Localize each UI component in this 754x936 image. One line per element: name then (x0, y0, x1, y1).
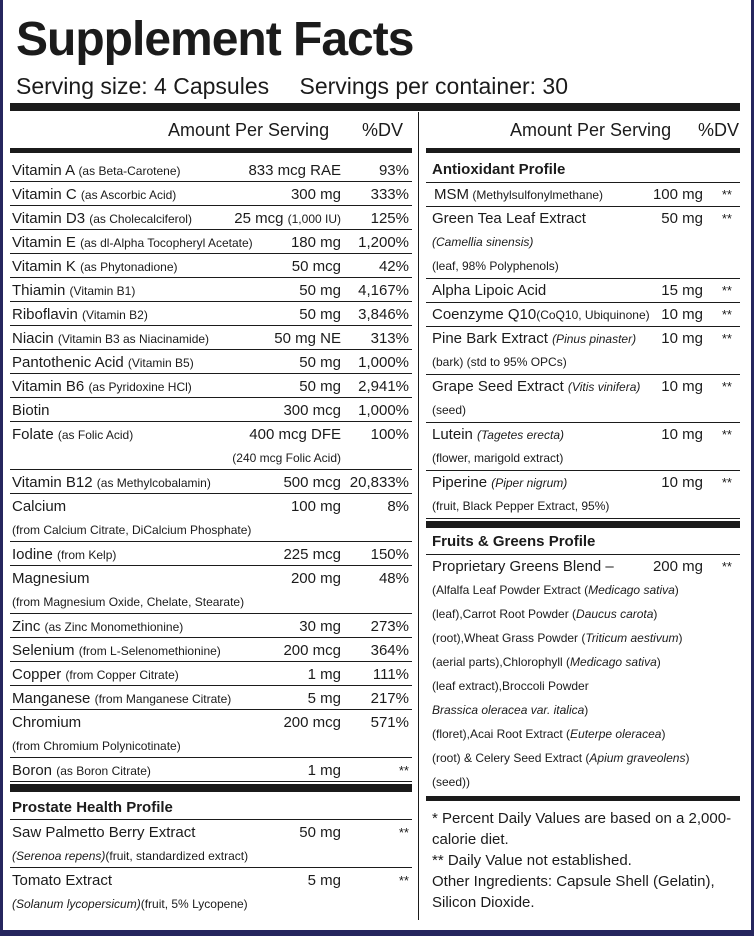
latin-name: (Tagetes erecta) (477, 428, 564, 442)
nutrient-name-text: Copper (12, 666, 62, 683)
greens-blend-row (426, 557, 740, 797)
nutrient-name (12, 281, 135, 301)
nutrient-name-text: Magnesium (12, 570, 90, 587)
antioxidant-row (426, 303, 740, 327)
nutrient-amount (274, 329, 341, 349)
nutrient-dv: ** (721, 427, 732, 442)
amount-value: 200 mcg (283, 714, 341, 731)
nutrient-amount (291, 569, 341, 589)
amount-value: 400 mcg DFE (249, 426, 341, 443)
amount-header: Amount Per Serving (168, 120, 330, 140)
nutrient-dv: 8% (387, 498, 409, 515)
dv-header: %DV (698, 120, 740, 140)
latin-name: Brassica oleracea var. italica (432, 703, 585, 717)
nutrient-amount: 10 mg (661, 330, 703, 347)
nutrient-name (432, 377, 640, 397)
nutrient-name-text: Coenzyme Q10 (432, 306, 537, 323)
nutrient-name-text: Tomato Extract (12, 872, 113, 889)
nutrient-amount (291, 233, 341, 253)
nutrient-dv: ** (721, 475, 732, 490)
blend-ingredient-line: Brassica oleracea var. italica) (432, 703, 589, 717)
nutrient-amount: 10 mg (661, 474, 703, 491)
nutrient-source: (as Folic Acid) (57, 428, 134, 442)
nutrient-amount: 50 mg (299, 824, 341, 841)
amount-value: 1 mg (307, 666, 341, 683)
latin-name: (Pinus pinaster) (552, 332, 637, 346)
prostate-row (10, 820, 412, 868)
nutrient-name-text: Thiamin (12, 282, 66, 299)
nutrient-dv: 571% (370, 714, 409, 731)
nutrient-dv: 1,000% (358, 354, 409, 371)
nutrient-row (10, 230, 412, 254)
nutrient-name (12, 617, 183, 637)
nutrient-name-text: Iodine (12, 546, 53, 563)
nutrient-source: (from Kelp) (57, 548, 117, 562)
nutrient-source: (as Beta-Carotene) (78, 164, 181, 178)
nutrient-name (12, 713, 81, 733)
nutrient-amount (291, 185, 341, 205)
nutrient-source: (Vitamin B3 as Niacinamide) (57, 332, 210, 346)
nutrient-name (12, 209, 192, 229)
nutrient-name (12, 425, 133, 445)
nutrient-name-text: Vitamin E (12, 234, 76, 251)
amount-value: 30 mg (299, 618, 341, 635)
nutrient-row (10, 206, 412, 230)
nutrient-dv: 3,846% (358, 306, 409, 323)
nutrient-name (12, 161, 180, 181)
nutrient-source: (Vitamin B5) (127, 356, 194, 370)
nutrient-name (12, 665, 179, 685)
nutrient-amount (283, 401, 341, 421)
amount-value: 50 mg NE (274, 330, 341, 347)
nutrient-amount (299, 617, 341, 637)
nutrient-row (10, 566, 412, 614)
nutrient-amount (299, 281, 341, 301)
nutrient-row (10, 350, 412, 374)
panel-title: Supplement Facts (16, 13, 414, 66)
nutrient-name-text: Vitamin D3 (12, 210, 86, 227)
nutrient-dv: ** (721, 331, 732, 346)
blend-ingredient-line: (floret),Acai Root Extract (Euterpe oleracea) (432, 727, 666, 741)
nutrient-amount (299, 305, 341, 325)
nutrient-row (10, 686, 412, 710)
nutrient-dv: 4,167% (358, 282, 409, 299)
nutrient-dv: 125% (370, 210, 409, 227)
nutrient-name (12, 305, 148, 325)
amount-value: 50 mg (299, 378, 341, 395)
nutrient-name-text: Calcium (12, 498, 67, 515)
nutrient-source: (as Boron Citrate) (56, 764, 151, 778)
nutrient-name (12, 329, 209, 349)
nutrient-row (10, 254, 412, 278)
amount-value: 50 mg (299, 354, 341, 371)
nutrient-subnote: (Solanum lycopersicum)(fruit, 5% Lycopene) (12, 897, 248, 911)
latin-name: (Camellia sinensis) (432, 235, 534, 249)
nutrient-source: (as Zinc Monomethionine) (44, 620, 184, 634)
nutrient-subnote: (from Chromium Polynicotinate) (12, 739, 181, 753)
nutrient-name-text: Chromium (12, 714, 82, 731)
nutrient-name (432, 305, 650, 325)
nutrient-name-text: Lutein (432, 426, 473, 443)
nutrient-row (10, 278, 412, 302)
amount-value: 300 mg (290, 186, 341, 203)
nutrient-name (12, 569, 90, 589)
antioxidant-row (426, 279, 740, 303)
nutrient-dv: 111% (372, 666, 409, 683)
amount-value: 200 mcg (283, 642, 341, 659)
nutrient-dv: ** (721, 379, 732, 394)
blend-ingredient-line: (Alfalfa Leaf Powder Extract (Medicago sativa) (432, 583, 679, 597)
nutrient-dv: ** (398, 825, 409, 840)
nutrient-name-text: Zinc (12, 618, 41, 635)
nutrient-name (12, 689, 231, 709)
nutrient-row (10, 422, 412, 470)
nutrient-name (12, 401, 50, 421)
nutrient-dv: 150% (370, 546, 409, 563)
nutrient-name-text: Pine Bark Extract (432, 330, 548, 347)
amount-value: 1 mg (307, 762, 341, 779)
nutrient-name-text: Selenium (12, 642, 75, 659)
prostate-row (10, 868, 412, 916)
nutrient-name-text: Riboflavin (12, 306, 78, 323)
nutrient-dv: 1,000% (358, 402, 409, 419)
nutrient-subnote: (from Calcium Citrate, DiCalcium Phosphate) (12, 523, 252, 537)
nutrient-source: (from Manganese Citrate) (94, 692, 232, 706)
amount-value: 25 mcg (234, 210, 284, 227)
nutrient-amount (299, 353, 341, 373)
nutrient-name (12, 641, 221, 661)
nutrient-source: (as Ascorbic Acid) (80, 188, 177, 202)
nutrient-source: (Methylsulfonylmethane) (469, 188, 604, 202)
amount-value: 225 mcg (283, 546, 341, 563)
nutrient-row (10, 302, 412, 326)
nutrient-name (12, 823, 195, 843)
latin-name: (Vitis vinifera) (567, 380, 641, 394)
amount-value: 833 mcg RAE (248, 162, 341, 179)
servings-per-container: Servings per container: 30 (299, 73, 569, 99)
nutrient-name-text: Niacin (12, 330, 54, 347)
latin-name: Daucus carota (576, 607, 654, 621)
nutrient-row (10, 662, 412, 686)
nutrient-row (10, 398, 412, 422)
section-underline (426, 554, 740, 555)
amount-header: Amount Per Serving (510, 120, 672, 140)
nutrient-dv: 20,833% (349, 474, 409, 491)
dv-footnote: * Percent Daily Values are based on a 2,000-calorie diet. (432, 810, 732, 848)
nutrient-row (10, 374, 412, 398)
nutrient-subnote: (bark) (std to 95% OPCs) (432, 355, 567, 369)
nutrient-subnote: (leaf, 98% Polyphenols) (432, 259, 559, 273)
blend-ingredient-line: (leaf extract),Broccoli Powder (432, 679, 589, 693)
nutrient-dv: 42% (378, 258, 409, 275)
column-divider (418, 112, 419, 920)
amount-value: 300 mcg (283, 402, 341, 419)
nutrient-amount (308, 665, 341, 685)
left-header-rule (10, 148, 412, 153)
top-rule (10, 103, 740, 111)
nutrient-source: (as dl-Alpha Tocopheryl Acetate) (80, 236, 253, 250)
not-established-footnote: ** Daily Value not established. (432, 852, 632, 869)
latin-name: Euterpe oleracea (570, 727, 662, 741)
nutrient-name-text: Piperine (432, 474, 488, 491)
nutrient-row (10, 638, 412, 662)
nutrient-subnote: (Serenoa repens)(fruit, standardized extract) (12, 849, 249, 863)
serving-size: Serving size: 4 Capsules (16, 73, 270, 99)
nutrient-subnote: (seed) (432, 403, 467, 417)
nutrient-source: (CoQ10, Ubiquinone) (536, 308, 650, 322)
nutrient-name-text: Vitamin A (12, 162, 75, 179)
nutrient-dv: 217% (370, 690, 409, 707)
amount-value: 50 mg (299, 282, 341, 299)
nutrient-amount (283, 641, 341, 661)
blend-ingredient-line: (root),Wheat Grass Powder (Triticum aestivum) (432, 631, 683, 645)
dv-header: %DV (362, 120, 404, 140)
nutrient-name-text: Vitamin C (12, 186, 77, 203)
nutrient-amount (283, 545, 341, 565)
nutrient-name (12, 185, 176, 205)
other-ingredients: Other Ingredients: Capsule Shell (Gelatin), Silicon Dioxide. (432, 873, 715, 911)
amount-value: 180 mg (290, 234, 341, 251)
nutrient-row (10, 470, 412, 494)
latin-name: (Piper nigrum) (491, 476, 568, 490)
nutrient-name-text: Saw Palmetto Berry Extract (12, 824, 196, 841)
latin-name: Apium graveolens (589, 751, 686, 765)
antioxidant-row (426, 327, 740, 375)
footnotes (432, 808, 748, 913)
blend-ingredient-line: (aerial parts),Chlorophyll (Medicago sativa) (432, 655, 661, 669)
nutrient-name (12, 871, 112, 891)
nutrient-dv: 364% (370, 642, 409, 659)
nutrient-row (10, 326, 412, 350)
blend-ingredient-line: (seed)) (432, 775, 471, 789)
nutrient-dv: ** (398, 763, 409, 778)
section-rule (10, 784, 412, 792)
nutrient-name (12, 497, 66, 517)
nutrient-amount (299, 377, 341, 397)
nutrient-row (10, 158, 412, 182)
blend-dv: ** (721, 559, 732, 574)
nutrient-dv: ** (721, 187, 732, 202)
nutrient-name-text: Manganese (12, 690, 91, 707)
nutrient-dv: 48% (378, 570, 409, 587)
nutrient-name (12, 761, 151, 781)
nutrient-name-text: Pantothenic Acid (12, 354, 124, 371)
nutrient-amount (283, 713, 341, 733)
nutrient-amount (291, 497, 341, 517)
fruits-greens-header: Fruits & Greens Profile (432, 533, 596, 550)
antioxidant-row (426, 183, 740, 207)
nutrient-subnote: (240 mcg Folic Acid) (232, 451, 341, 465)
nutrient-dv: 93% (378, 162, 409, 179)
nutrient-source: (as Pyridoxine HCl) (88, 380, 192, 394)
nutrient-row (10, 758, 412, 782)
nutrient-amount (249, 425, 341, 445)
nutrient-row (10, 614, 412, 638)
nutrient-source: (as Methylcobalamin) (96, 476, 211, 490)
nutrient-name (12, 473, 211, 493)
nutrient-name (12, 257, 178, 277)
blend-amount: 200 mg (652, 558, 703, 575)
nutrient-name (432, 425, 564, 445)
serving-info (16, 72, 568, 100)
nutrient-name (432, 473, 567, 493)
nutrient-name-text: MSM (434, 186, 469, 203)
nutrient-name (12, 377, 192, 397)
nutrient-source: (as Cholecalciferol) (89, 212, 192, 226)
nutrient-name (12, 353, 194, 373)
nutrient-source: (from Copper Citrate) (65, 668, 179, 682)
nutrient-dv: 100% (370, 426, 409, 443)
nutrient-source: (from L-Selenomethionine) (78, 644, 221, 658)
nutrient-row (10, 494, 412, 542)
nutrient-amount (234, 209, 341, 229)
nutrient-row (10, 710, 412, 758)
nutrient-name-text: Vitamin B12 (12, 474, 93, 491)
nutrient-name-text: Vitamin B6 (12, 378, 85, 395)
nutrient-name-text: Vitamin K (12, 258, 76, 275)
amount-value: 200 mg (290, 570, 341, 587)
latin-name: (Solanum lycopersicum) (12, 897, 141, 911)
nutrient-name-text: Boron (12, 762, 53, 779)
nutrient-subnote: (from Magnesium Oxide, Chelate, Stearate) (12, 595, 245, 609)
nutrient-source: (as Phytonadione) (80, 260, 178, 274)
nutrient-row (10, 542, 412, 566)
nutrient-dv: 333% (370, 186, 409, 203)
nutrient-name-text: Biotin (12, 402, 50, 419)
nutrient-row (10, 182, 412, 206)
latin-name: Medicago sativa (570, 655, 657, 669)
nutrient-dv: 313% (370, 330, 409, 347)
nutrient-amount: 10 mg (661, 426, 703, 443)
antioxidant-row (426, 471, 740, 519)
amount-value: 100 mg (290, 498, 341, 515)
nutrient-source: (Vitamin B2) (82, 308, 148, 322)
blend-ingredient-line: (leaf),Carrot Root Powder (Daucus carota) (432, 607, 658, 621)
nutrient-dv: ** (721, 283, 732, 298)
antioxidant-row (426, 423, 740, 471)
antioxidant-profile-header: Antioxidant Profile (432, 161, 566, 178)
nutrient-name-text: Green Tea Leaf Extract (432, 210, 586, 227)
antioxidant-row (426, 375, 740, 423)
nutrient-amount (292, 257, 341, 277)
nutrient-name (432, 209, 586, 229)
nutrient-amount: 5 mg (307, 872, 341, 889)
nutrient-dv: 273% (370, 618, 409, 635)
nutrient-name (432, 281, 546, 301)
amount-value: 500 mcg (283, 474, 341, 491)
nutrient-subnote: (fruit, Black Pepper Extract, 95%) (432, 499, 610, 513)
nutrient-dv: 2,941% (358, 378, 409, 395)
blend-name: Proprietary Greens Blend – (432, 558, 614, 575)
nutrient-dv: ** (398, 873, 409, 888)
nutrient-amount (308, 761, 341, 781)
nutrient-source: (Vitamin B1) (69, 284, 136, 298)
amount-note: (1,000 IU) (287, 212, 341, 226)
nutrient-amount: 10 mg (661, 378, 703, 395)
nutrient-name-text: Folate (12, 426, 54, 443)
nutrient-name (12, 545, 116, 565)
amount-value: 50 mg (299, 306, 341, 323)
nutrient-name (434, 185, 603, 205)
nutrient-name (432, 329, 636, 349)
latin-name: Triticum aestivum (585, 631, 679, 645)
section-rule (426, 521, 740, 528)
nutrient-amount: 15 mg (661, 282, 703, 299)
right-header-rule (426, 148, 740, 153)
nutrient-amount: 50 mg (661, 210, 703, 227)
nutrient-dv: 1,200% (358, 234, 409, 251)
nutrient-amount (248, 161, 341, 181)
nutrient-amount (283, 473, 341, 493)
nutrient-subnote: (flower, marigold extract) (432, 451, 564, 465)
prostate-profile-header: Prostate Health Profile (12, 799, 173, 816)
nutrient-name (12, 233, 253, 253)
blend-ingredient-line: (root) & Celery Seed Extract (Apium graveolens) (432, 751, 690, 765)
nutrient-amount: 10 mg (661, 306, 703, 323)
nutrient-dv: ** (721, 211, 732, 226)
footer-rule (426, 796, 740, 801)
latin-name: (Serenoa repens) (12, 849, 106, 863)
nutrient-amount: 100 mg (652, 186, 703, 203)
nutrient-name-text: Grape Seed Extract (432, 378, 564, 395)
nutrient-dv: ** (721, 307, 732, 322)
nutrient-name-text: Alpha Lipoic Acid (432, 282, 547, 299)
amount-value: 5 mg (307, 690, 341, 707)
antioxidant-row (426, 207, 740, 279)
latin-name: Medicago sativa (588, 583, 675, 597)
amount-value: 50 mcg (291, 258, 341, 275)
nutrient-amount (308, 689, 341, 709)
